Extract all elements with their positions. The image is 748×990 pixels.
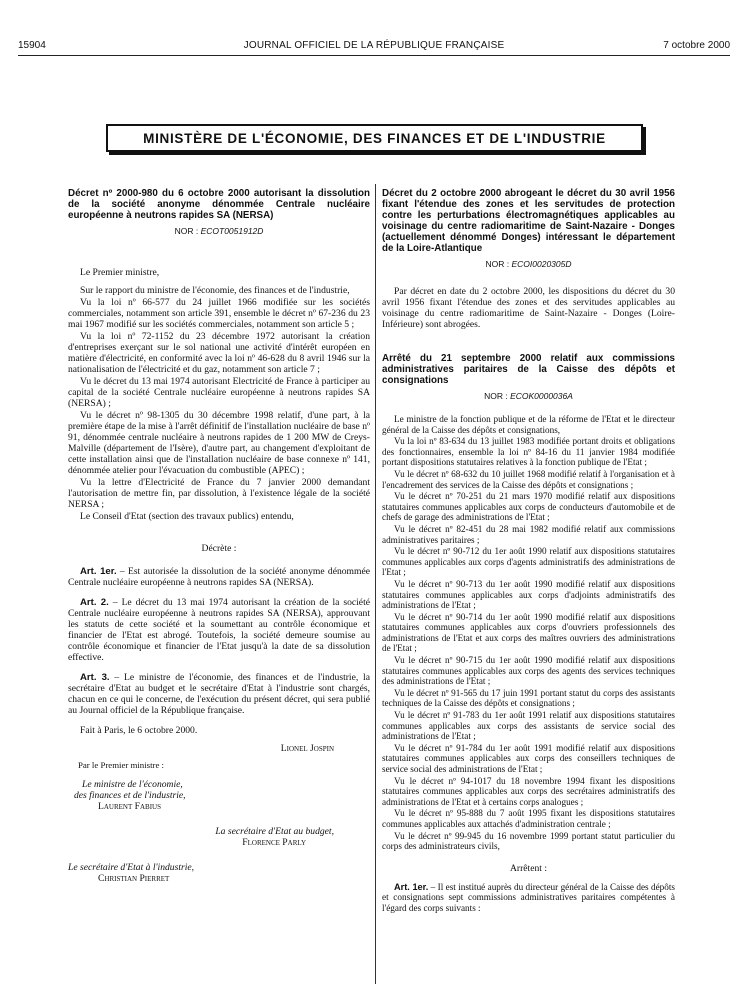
decree-title: Décret du 2 octobre 2000 abrogeant le décret du 30 avril 1956 fixant l'étendue des zones et les servitudes de protection contre les perturbations électromagnétiques applicables au voisinage du centre radiomaritime de Saint-Nazaire - Donges (actuellement dénommé Donges) intéressant le département de la Loire-Atlantique [382, 188, 675, 254]
visa-paragraph: Vu la loi nº 83-634 du 13 juillet 1983 modifiée portant droits et obligations des fonctionnaires, ensemble la loi nº 84-16 du 11 janvier 1984 modifiée portant dispositions statutaires relatives à la fonction publique de l'Etat ; [382, 436, 675, 468]
decree-body: Par décret en date du 2 octobre 2000, les dispositions du décret du 30 avril 1956 fixant l'étendue des zones et des servitudes applicables au voisinage du centre radiomaritime de Saint-Nazaire - Donges (Loire-Inférieure) sont abrogées. [382, 286, 675, 330]
visa-paragraph: Vu le décret nº 68-632 du 10 juillet 1968 modifié relatif à l'organisation et à l'encadrement des services de la Caisse des dépôts et consignations ; [382, 468, 675, 490]
nor-code: ECOK0000036A [510, 391, 573, 401]
visa-paragraph: Vu la lettre d'Electricité de France du 7 janvier 2000 demandant l'autorisation de mettre fin, par dissolution, à l'existence légale de la société NERSA ; [68, 477, 370, 510]
nor-code: ECOT0051912D [200, 226, 264, 236]
visa-paragraph: Vu le décret nº 90-712 du 1er août 1990 relatif aux dispositions statutaires communes applicables aux corps d'agents administratifs des administrations de l'Etat ; [382, 546, 675, 578]
minister-role: Le ministre de l'économie, [82, 779, 183, 790]
visa-paragraph: Vu le décret nº 90-713 du 1er août 1990 modifié relatif aux dispositions statutaires communes applicables aux corps d'adjoints administratifs des administrations de l'Etat ; [382, 578, 675, 611]
article-number: Art. 1er. [394, 881, 429, 892]
visa-paragraph: Le ministre de la fonction publique et de la réforme de l'Etat et le directeur général de la Caisse des dépôts et consignations, [382, 414, 675, 435]
article-text: – Le ministre de l'économie, des finances et de l'industrie, la secrétaire d'Etat au budget et le secrétaire d'Etat à l'industrie sont chargés, chacun en ce qui le concerne, de l'exécution du présent décret, qui sera publié au Journal officiel de la République française. [68, 672, 370, 716]
issue-date: 7 octobre 2000 [663, 40, 730, 51]
visa-paragraph: Vu le décret nº 94-1017 du 18 novembre 1994 fixant les dispositions statutaires communes applicables aux corps des secrétaires administratifs des administrations de l'Etat et à certains corps analogues ; [382, 775, 675, 807]
decrete-label: Décrète : [201, 543, 237, 554]
nor-label: NOR : [174, 226, 199, 236]
visa-paragraph: Sur le rapport du ministre de l'économie, des finances et de l'industrie, [80, 285, 350, 296]
signature-budget: Florence Parly [242, 837, 306, 848]
page-number: 15904 [18, 40, 46, 51]
visa-paragraph: Vu le décret nº 70-251 du 21 mars 1970 modifié relatif aux dispositions statutaires communes applicables aux corps de conducteurs d'automobile et de chefs de garage des administrations de l'Etat ; [382, 491, 675, 523]
right-column [382, 188, 675, 915]
nor-code: ECOI0020305D [511, 259, 572, 269]
decree-title: Décret nº 2000-980 du 6 octobre 2000 autorisant la dissolution de la société anonyme dénommée Centrale nucléaire européenne à neutrons rapides SA (NERSA) [68, 188, 370, 221]
page-header [18, 40, 730, 54]
article-text: – Est autorisée la dissolution de la société anonyme dénommée Centrale nucléaire européenne à neutrons rapides SA (NERSA). [68, 566, 370, 588]
header-rule [18, 55, 730, 56]
article-number: Art. 2. [80, 597, 109, 608]
visa-paragraph: Vu le décret nº 90-715 du 1er août 1990 modifié relatif aux dispositions statutaires communes applicables aux corps des agents des services techniques des administrations de l'Etat ; [382, 655, 675, 687]
minister-role: des finances et de l'industrie, [74, 790, 186, 801]
decree-intro: Le Premier ministre, [80, 267, 160, 278]
nor-reference [68, 226, 370, 237]
industry-role: Le secrétaire d'Etat à l'industrie, [68, 862, 195, 873]
article-text: – Le décret du 13 mai 1974 autorisant la création de la société Centrale nucléaire européenne à neutrons rapides SA (NERSA), approuvant les statuts de cette société et la soumettant au contrôle économique et financier de l'Etat est abrogé. Toutefois, la société demeure soumise au contrôle économique et financier de l'Etat jusqu'à la date de sa dissolution effective. [68, 597, 370, 663]
visa-paragraph: Vu le décret du 13 mai 1974 autorisant Electricité de France à participer au capital de la société Centrale nucléaire européenne à neutrons rapides SA (NERSA) ; [68, 376, 370, 409]
ministry-banner [106, 124, 643, 152]
nor-reference [382, 391, 675, 402]
article-number: Art. 1er. [80, 566, 117, 577]
par-premier-ministre: Par le Premier ministre : [78, 760, 164, 770]
visa-paragraph: Vu le décret nº 82-451 du 28 mai 1982 modifié relatif aux commissions administratives paritaires ; [382, 523, 675, 545]
visa-paragraph: Vu la loi nº 72-1152 du 23 décembre 1972 autorisant la création d'entreprises exerçant sur le sol national une activité d'intérêt européen en matière d'électricité, en conformité avec la loi nº 46-628 du 8 avril 1946 sur la nationalisation de l'électricité et du gaz, notamment son article 7 ; [68, 331, 370, 375]
signature-prime-minister: Lionel Jospin [280, 743, 334, 754]
article-1 [68, 566, 370, 588]
arretent-label: Arrêtent : [509, 862, 548, 874]
visa-paragraph: Vu le décret nº 98-1305 du 30 décembre 1998 relatif, d'une part, à la première étape de la mise à l'arrêt définitif de l'installation nucléaire de base nº 91, dénommée centrale nucléaire à neutrons rapides de 1 200 MW de Creys-Malville (département de l'Isère), d'autre part, au changement d'exploitant de cette installation ainsi que de l'installation nucléaire de base connexe nº 141, dénommée atelier pour l'évacuation du combustible (APEC) ; [68, 410, 370, 476]
article-3 [68, 672, 370, 716]
nor-reference [382, 259, 675, 270]
arrete-article-1 [382, 882, 675, 914]
visa-paragraph: Vu le décret nº 99-945 du 16 novembre 1999 portant statut particulier du corps des administrateurs civils, [382, 830, 675, 852]
visa-paragraph: Vu le décret nº 90-714 du 1er août 1990 modifié relatif aux dispositions statutaires communes applicables aux corps d'ouvriers professionnels des administrations de l'Etat et aux corps des maîtres ouvriers des administrations de l'Etat ; [382, 611, 675, 654]
arrete-title: Arrêté du 21 septembre 2000 relatif aux commissions administratives paritaires de la Caisse des dépôts et consignations [382, 353, 675, 386]
column-divider [375, 184, 376, 984]
budget-role: La secrétaire d'Etat au budget, [215, 826, 334, 837]
signature-minister: Laurent Fabius [98, 801, 161, 812]
nor-label: NOR : [484, 391, 508, 401]
visa-paragraph: Le Conseil d'Etat (section des travaux publics) entendu, [80, 511, 294, 522]
visa-paragraph: Vu le décret nº 91-565 du 17 juin 1991 portant statut du corps des assistants techniques de la Caisse des dépôts et consignations ; [382, 687, 675, 709]
ministry-title: MINISTÈRE DE L'ÉCONOMIE, DES FINANCES ET DE L'INDUSTRIE [143, 130, 606, 146]
journal-title: JOURNAL OFFICIEL DE LA RÉPUBLIQUE FRANÇAISE [243, 40, 505, 51]
article-text: – Il est institué auprès du directeur général de la Caisse des dépôts et consignations sept commissions administratives paritaires compétentes à l'égard des corps suivants : [382, 881, 675, 913]
visa-paragraph: Vu le décret nº 95-888 du 7 août 1995 fixant les dispositions statutaires communes applicables aux attachés d'administration centrale ; [382, 808, 675, 829]
nor-label: NOR : [485, 259, 510, 269]
visa-paragraph: Vu le décret nº 91-784 du 1er août 1991 modifié relatif aux dispositions statutaires communes applicables aux corps des conseillers techniques de service social des administrations de l'Etat ; [382, 742, 675, 774]
left-column [68, 188, 370, 884]
signature-industry: Christian Pierret [98, 873, 170, 884]
fait-line: Fait à Paris, le 6 octobre 2000. [80, 725, 198, 736]
visa-paragraph: Vu la loi nº 66-577 du 24 juillet 1966 modifiée sur les sociétés commerciales, notamment son article 391, ensemble le décret nº 67-236 du 23 mai 1967 modifié sur les sociétés commerciales, notamment son article 5 ; [68, 297, 370, 330]
article-2 [68, 597, 370, 663]
visa-paragraph: Vu le décret nº 91-783 du 1er août 1991 relatif aux dispositions statutaires communes applicables aux corps des assistants de service social des administrations de l'Etat ; [382, 710, 675, 742]
article-number: Art. 3. [80, 672, 110, 683]
